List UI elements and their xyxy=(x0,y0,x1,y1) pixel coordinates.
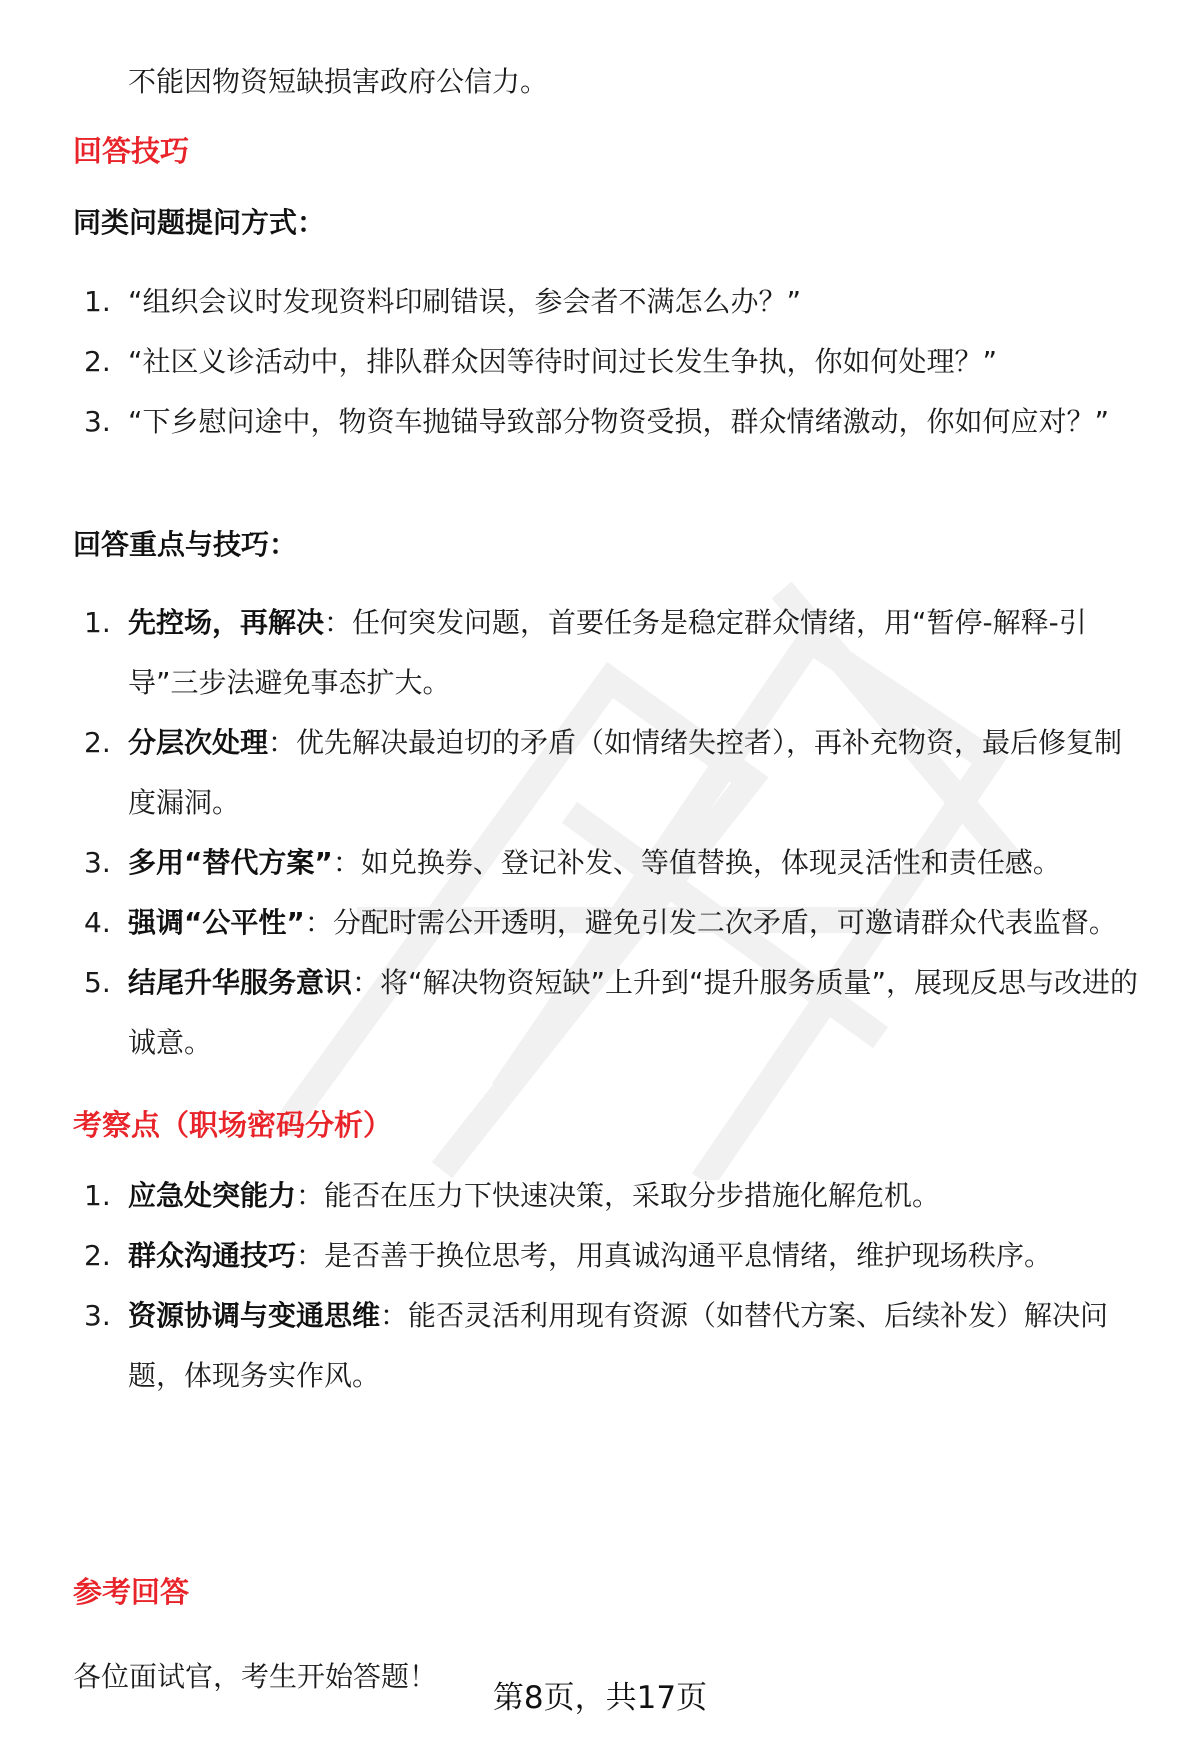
item-text: ：能否灵活利用现有资源（如替代方案、后续补发）解决问题，体现务实作风。 xyxy=(128,1299,1109,1392)
list-item xyxy=(0,332,1200,392)
item-number: 3. xyxy=(84,846,111,879)
item-number: 3. xyxy=(84,1299,111,1332)
similar-questions-heading: 同类问题提问方式： xyxy=(73,206,326,239)
key-points-list xyxy=(0,593,1200,1073)
list-item xyxy=(0,272,1200,332)
answer-skills-heading: 回答技巧 xyxy=(73,134,190,168)
list-item xyxy=(0,893,1200,953)
item-text: ：能否在压力下快速决策，采取分步措施化解危机。 xyxy=(296,1179,941,1212)
item-bold-lead: 分层次处理 xyxy=(128,726,269,759)
list-item xyxy=(0,593,1200,713)
item-number: 4. xyxy=(84,906,111,939)
item-text: ：如兑换券、登记补发、等值替换，体现灵活性和责任感。 xyxy=(332,846,1061,879)
list-item xyxy=(0,1166,1200,1226)
item-text: ：优先解决最迫切的矛盾（如情绪失控者），再补充物资，最后修复制度漏洞。 xyxy=(128,726,1123,819)
item-number: 1. xyxy=(84,606,111,639)
item-number: 5. xyxy=(84,966,111,999)
similar-questions-list xyxy=(0,272,1200,452)
intro-paragraph: 不能因物资短缺损害政府公信力。 xyxy=(128,65,549,98)
item-text: “组织会议时发现资料印刷错误，参会者不满怎么办？” xyxy=(128,285,802,318)
item-text: ：分配时需公开透明，避免引发二次矛盾，可邀请群众代表监督。 xyxy=(304,906,1117,939)
reference-answer-first-line: 各位面试官，考生开始答题！ xyxy=(73,1660,438,1691)
reference-answer-heading: 参考回答 xyxy=(73,1575,190,1609)
item-number: 3. xyxy=(84,405,111,438)
assessment-points-list xyxy=(0,1166,1200,1406)
item-bold-lead: 应急处突能力 xyxy=(128,1179,297,1212)
item-bold-lead: 多用“替代方案” xyxy=(128,846,333,879)
item-number: 1. xyxy=(84,1179,111,1212)
assessment-points-heading: 考察点（职场密码分析） xyxy=(73,1108,393,1142)
item-text: “下乡慰问途中，物资车抛锚导致部分物资受损，群众情绪激动，你如何应对？” xyxy=(128,405,1110,438)
item-number: 2. xyxy=(84,1239,111,1272)
item-bold-lead: 结尾升华服务意识 xyxy=(128,966,353,999)
item-number: 1. xyxy=(84,285,111,318)
list-item xyxy=(0,713,1200,833)
list-item xyxy=(0,833,1200,893)
item-number: 2. xyxy=(84,345,111,378)
key-points-heading: 回答重点与技巧： xyxy=(73,528,298,561)
item-bold-lead: 群众沟通技巧 xyxy=(128,1239,297,1272)
list-item xyxy=(0,953,1200,1073)
list-item xyxy=(0,1286,1200,1406)
item-number: 2. xyxy=(84,726,111,759)
page-number: 第8页，共17页 xyxy=(492,1680,708,1716)
item-bold-lead: 强调“公平性” xyxy=(128,906,305,939)
item-text: “社区义诊活动中，排队群众因等待时间过长发生争执，你如何处理？” xyxy=(128,345,998,378)
list-item xyxy=(0,1226,1200,1286)
item-text: ：是否善于换位思考，用真诚沟通平息情绪，维护现场秩序。 xyxy=(296,1239,1053,1272)
item-bold-lead: 资源协调与变通思维 xyxy=(128,1299,381,1332)
item-text: ：任何突发问题，首要任务是稳定群众情绪，用“暂停-解释-引导”三步法避免事态扩大。 xyxy=(128,606,1087,699)
list-item xyxy=(0,392,1200,452)
item-text: ：将“解决物资短缺”上升到“提升服务质量”，展现反思与改进的诚意。 xyxy=(128,966,1139,1059)
item-bold-lead: 先控场，再解决 xyxy=(128,606,325,639)
